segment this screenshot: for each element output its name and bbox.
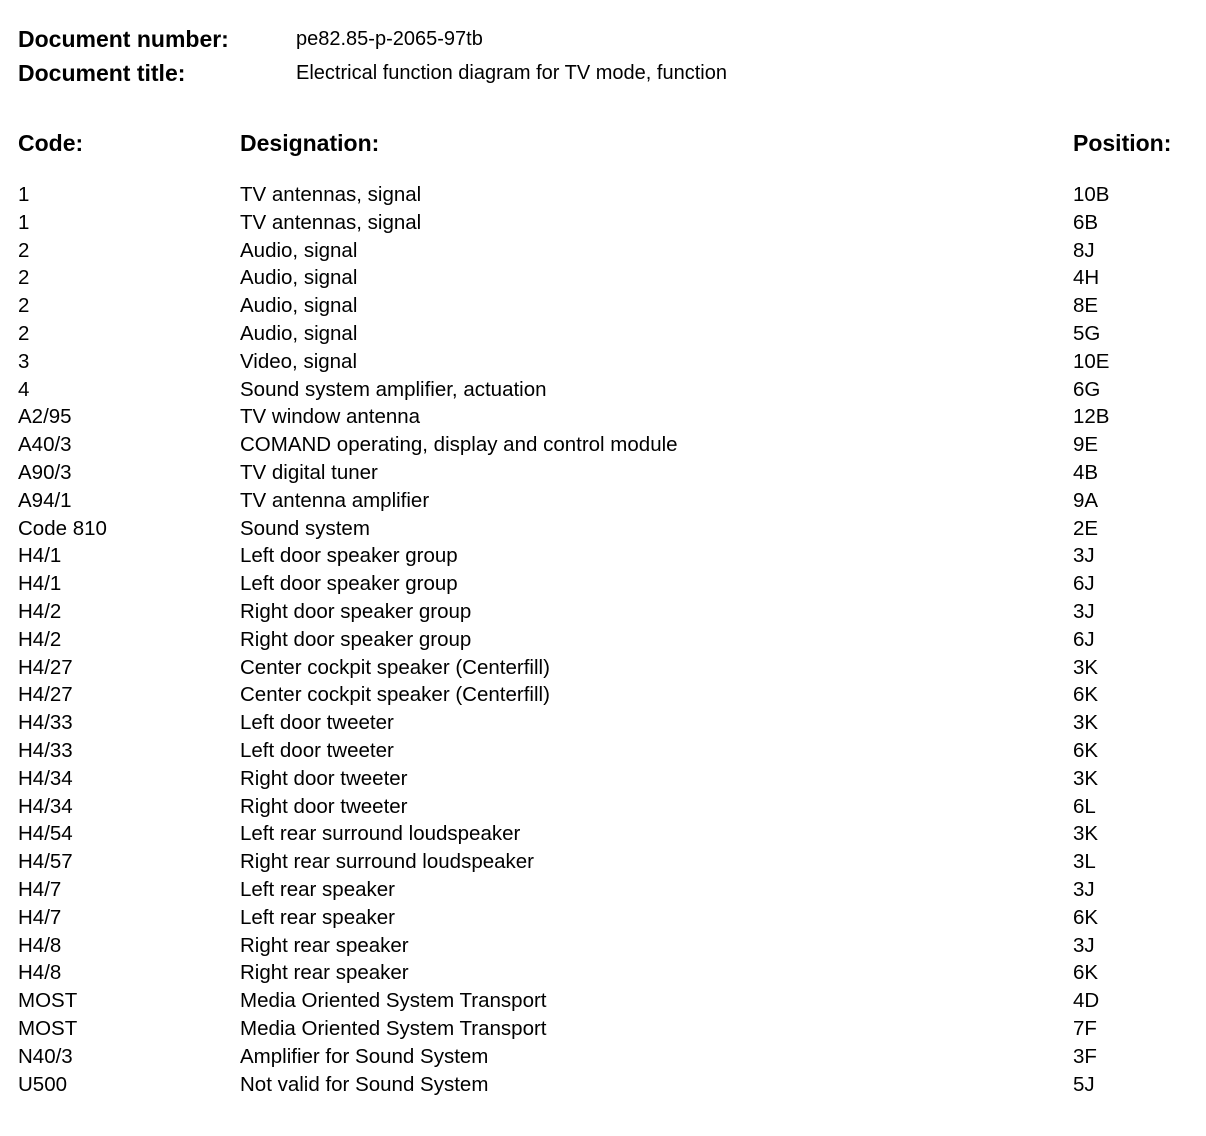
position-cell: 6L — [1073, 794, 1096, 818]
code-cell: A90/3 — [18, 460, 72, 484]
designation-cell: Right rear speaker — [240, 961, 409, 985]
code-cell: H4/7 — [18, 905, 62, 929]
code-cell: MOST — [18, 1016, 78, 1040]
position-cell: 2E — [1073, 516, 1099, 540]
table-row — [0, 820, 1206, 848]
position-cell: 7F — [1073, 1016, 1097, 1040]
code-cell: H4/33 — [18, 711, 73, 735]
designation-cell: Left rear speaker — [240, 905, 395, 929]
position-cell: 6J — [1073, 572, 1095, 596]
designation-cell: TV antennas, signal — [240, 183, 422, 206]
code-cell: H4/1 — [18, 572, 62, 596]
table-row — [0, 403, 1206, 431]
designation-cell: Right rear speaker — [240, 933, 409, 957]
position-cell: 6J — [1073, 627, 1095, 651]
position-cell: 10B — [1073, 183, 1110, 206]
table-row — [0, 1071, 1206, 1099]
position-cell: 4D — [1073, 989, 1100, 1013]
designation-cell: Right door speaker group — [240, 599, 472, 623]
document-number-label: Document number: — [18, 25, 229, 52]
position-cell: 3L — [1073, 850, 1096, 874]
position-cell: 9A — [1073, 488, 1099, 512]
designation-cell: Media Oriented System Transport — [240, 989, 547, 1013]
code-cell: H4/8 — [18, 961, 62, 985]
code-cell: H4/54 — [18, 822, 73, 846]
table-row — [0, 904, 1206, 932]
position-cell: 3J — [1073, 544, 1095, 568]
table-row — [0, 765, 1206, 793]
code-cell: H4/7 — [18, 877, 62, 901]
table-row — [0, 848, 1206, 876]
code-cell: 2 — [18, 294, 30, 318]
designation-cell: Audio, signal — [240, 266, 358, 290]
position-cell: 6K — [1073, 905, 1099, 929]
code-cell: 2 — [18, 238, 30, 262]
table-row — [0, 654, 1206, 682]
position-cell: 8E — [1073, 294, 1099, 318]
position-cell: 6K — [1073, 738, 1099, 762]
designation-cell: Sound system amplifier, actuation — [240, 377, 547, 401]
designation-cell: TV digital tuner — [240, 460, 378, 484]
table-row — [0, 737, 1206, 765]
code-cell: 2 — [18, 266, 30, 290]
position-cell: 6K — [1073, 683, 1099, 707]
position-cell: 3K — [1073, 711, 1099, 735]
code-cell: A40/3 — [18, 433, 72, 457]
table-row — [0, 1043, 1206, 1071]
table-row — [0, 987, 1206, 1015]
table-row — [0, 570, 1206, 598]
table-row — [0, 209, 1206, 237]
designation-cell: Right rear surround loudspeaker — [240, 850, 534, 874]
designation-cell: TV antennas, signal — [240, 210, 422, 234]
table-row — [0, 376, 1206, 404]
position-cell: 3K — [1073, 766, 1099, 790]
table-row — [0, 626, 1206, 654]
designation-cell: Left rear speaker — [240, 877, 395, 901]
document-title-label: Document title: — [18, 59, 186, 86]
table-row — [0, 681, 1206, 709]
code-cell: H4/34 — [18, 794, 73, 818]
table-row — [0, 264, 1206, 292]
position-cell: 5G — [1073, 321, 1101, 345]
table-row — [0, 542, 1206, 570]
table-row — [0, 598, 1206, 626]
code-cell: H4/2 — [18, 627, 62, 651]
position-cell: 5J — [1073, 1072, 1095, 1096]
table-row — [0, 709, 1206, 737]
document-number-row — [18, 24, 483, 54]
legend-table-body — [0, 181, 1206, 1098]
code-column-header: Code: — [18, 130, 84, 156]
code-cell: H4/33 — [18, 738, 73, 762]
position-cell: 3K — [1073, 822, 1099, 846]
code-cell: N40/3 — [18, 1044, 73, 1068]
code-cell: H4/34 — [18, 766, 73, 790]
designation-cell: Left door tweeter — [240, 738, 394, 762]
code-cell: Code 810 — [18, 516, 107, 540]
position-cell: 3K — [1073, 655, 1099, 679]
code-cell: U500 — [18, 1072, 68, 1096]
position-column-header: Position: — [1073, 130, 1172, 156]
document-title-value: Electrical function diagram for TV mode, function — [296, 61, 727, 84]
designation-cell: Audio, signal — [240, 238, 358, 262]
designation-cell: TV antenna amplifier — [240, 488, 430, 512]
code-cell: H4/27 — [18, 655, 73, 679]
designation-cell: Left door speaker group — [240, 572, 458, 596]
table-row — [0, 793, 1206, 821]
position-cell: 3J — [1073, 877, 1095, 901]
position-cell: 8J — [1073, 238, 1095, 262]
designation-cell: Left door speaker group — [240, 544, 458, 568]
designation-cell: Sound system — [240, 516, 370, 540]
position-cell: 4H — [1073, 266, 1100, 290]
designation-cell: Right door speaker group — [240, 627, 472, 651]
document-number-value: pe82.85-p-2065-97tb — [296, 27, 483, 50]
designation-cell: Left rear surround loudspeaker — [240, 822, 521, 846]
designation-cell: TV window antenna — [240, 405, 421, 429]
designation-cell: Amplifier for Sound System — [240, 1044, 489, 1068]
code-cell: 4 — [18, 377, 30, 401]
designation-cell: COMAND operating, display and control module — [240, 433, 678, 457]
table-row — [0, 959, 1206, 987]
table-row — [0, 515, 1206, 543]
code-cell: 1 — [18, 183, 30, 206]
code-cell: H4/2 — [18, 599, 62, 623]
position-cell: 4B — [1073, 460, 1099, 484]
table-row — [0, 237, 1206, 265]
designation-cell: Audio, signal — [240, 321, 358, 345]
table-row — [0, 348, 1206, 376]
position-cell: 12B — [1073, 405, 1110, 429]
designation-cell: Right door tweeter — [240, 794, 408, 818]
code-cell: A94/1 — [18, 488, 72, 512]
code-cell: MOST — [18, 989, 78, 1013]
designation-cell: Media Oriented System Transport — [240, 1016, 547, 1040]
code-cell: 3 — [18, 349, 30, 373]
table-row — [0, 431, 1206, 459]
position-cell: 3J — [1073, 933, 1095, 957]
designation-cell: Video, signal — [240, 349, 358, 373]
code-cell: H4/1 — [18, 544, 62, 568]
table-row — [0, 459, 1206, 487]
code-cell: H4/8 — [18, 933, 62, 957]
position-cell: 10E — [1073, 349, 1110, 373]
table-row — [0, 181, 1206, 209]
table-row — [0, 876, 1206, 904]
table-row — [0, 487, 1206, 515]
table-row — [0, 292, 1206, 320]
code-cell: H4/27 — [18, 683, 73, 707]
position-cell: 6G — [1073, 377, 1101, 401]
position-cell: 6B — [1073, 210, 1099, 234]
document-title-row — [18, 58, 727, 88]
designation-cell: Audio, signal — [240, 294, 358, 318]
position-cell: 9E — [1073, 433, 1099, 457]
designation-cell: Left door tweeter — [240, 711, 394, 735]
code-cell: A2/95 — [18, 405, 72, 429]
code-cell: H4/57 — [18, 850, 73, 874]
table-row — [0, 320, 1206, 348]
position-cell: 6K — [1073, 961, 1099, 985]
table-row — [0, 932, 1206, 960]
code-cell: 2 — [18, 321, 30, 345]
designation-column-header: Designation: — [240, 130, 380, 156]
designation-cell: Not valid for Sound System — [240, 1072, 489, 1096]
position-cell: 3F — [1073, 1044, 1097, 1068]
code-cell: 1 — [18, 210, 30, 234]
designation-cell: Right door tweeter — [240, 766, 408, 790]
designation-cell: Center cockpit speaker (Centerfill) — [240, 655, 550, 679]
position-cell: 3J — [1073, 599, 1095, 623]
designation-cell: Center cockpit speaker (Centerfill) — [240, 683, 550, 707]
table-row — [0, 1015, 1206, 1043]
